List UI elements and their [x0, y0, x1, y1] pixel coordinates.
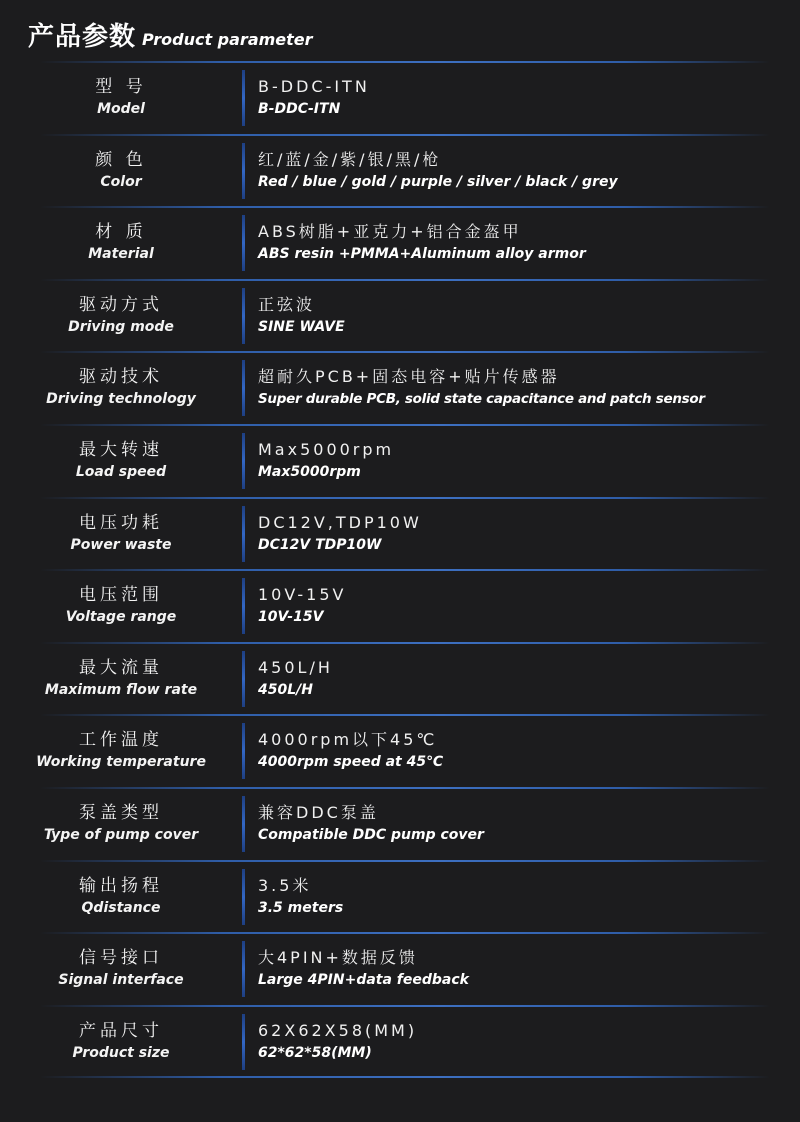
- param-value-zh: 大4PIN+数据反馈: [258, 948, 418, 968]
- column-divider: [242, 651, 245, 707]
- param-label-zh: 信号接口: [79, 948, 163, 969]
- param-row-signal-interface: [0, 932, 800, 1005]
- param-value-zh: 3.5米: [258, 875, 312, 895]
- param-value-zh: 正弦波: [258, 294, 316, 314]
- parameter-table: [0, 61, 800, 1077]
- param-label-en: Voltage range: [65, 609, 177, 626]
- param-value-en: 10V-15V: [258, 609, 324, 626]
- column-divider: [242, 433, 245, 489]
- param-label-zh: 驱动技术: [79, 367, 163, 388]
- column-divider: [242, 506, 245, 562]
- param-value-en: 450L/H: [258, 681, 313, 698]
- param-value-zh: 62X62X58(MM): [258, 1020, 418, 1040]
- param-label-zh: 输出扬程: [79, 875, 163, 896]
- param-row-material: [0, 206, 800, 279]
- param-row-power-waste: [0, 497, 800, 570]
- param-value-en: 62*62*58(MM): [258, 1044, 372, 1061]
- param-value-en: DC12V TDP10W: [258, 536, 382, 553]
- param-row-driving-technology: [0, 351, 800, 424]
- page-title-en: Product parameter: [142, 30, 313, 49]
- column-divider: [242, 360, 245, 416]
- column-divider: [242, 1014, 245, 1070]
- param-label-en: Driving technology: [46, 391, 196, 408]
- param-row-load-speed: [0, 424, 800, 497]
- param-row-color: [0, 134, 800, 207]
- param-row-max-flow-rate: [0, 642, 800, 715]
- param-value-en: Max5000rpm: [258, 463, 361, 480]
- param-value-en: ABS resin +PMMA+Aluminum alloy armor: [258, 246, 586, 263]
- param-row-qdistance: [0, 860, 800, 933]
- param-value-en: Compatible DDC pump cover: [258, 826, 484, 843]
- param-value-en: B-DDC-ITN: [258, 101, 341, 117]
- param-label-en: Driving mode: [68, 318, 174, 335]
- param-label-en: Color: [100, 173, 142, 190]
- param-row-voltage-range: [0, 569, 800, 642]
- param-value-zh: ABS树脂+亚克力+铝合金盔甲: [258, 222, 522, 242]
- param-label-zh: 泵盖类型: [79, 802, 163, 823]
- column-divider: [242, 796, 245, 852]
- column-divider: [242, 70, 245, 126]
- param-value-zh: 超耐久PCB+固态电容+贴片传感器: [258, 367, 560, 387]
- param-value-zh: 450L/H: [258, 657, 333, 677]
- param-label-zh: 最大流量: [79, 657, 163, 678]
- param-label-zh: 产品尺寸: [79, 1020, 163, 1041]
- param-label-en: Type of pump cover: [43, 826, 199, 843]
- param-label-en: Qdistance: [81, 899, 161, 916]
- param-label-zh: 颜 色: [95, 149, 147, 170]
- param-label-en: Power waste: [70, 536, 172, 553]
- column-divider: [242, 288, 245, 344]
- column-divider: [242, 143, 245, 199]
- page-title: [28, 16, 313, 56]
- param-value-en: Red / blue / gold / purple / silver / black / grey: [258, 173, 618, 190]
- column-divider: [242, 723, 245, 779]
- param-row-product-size: [0, 1005, 800, 1078]
- param-label-en: Signal interface: [58, 972, 184, 989]
- param-label-zh: 最大转速: [79, 439, 163, 460]
- column-divider: [242, 941, 245, 997]
- param-value-en: Super durable PCB, solid state capacitance and patch sensor: [258, 391, 705, 408]
- param-label-zh: 材 质: [95, 222, 147, 243]
- param-value-en: 3.5 meters: [258, 899, 344, 916]
- param-label-zh: 电压范围: [79, 585, 163, 606]
- param-value-zh: DC12V,TDP10W: [258, 512, 422, 532]
- param-value-zh: Max5000rpm: [258, 439, 395, 459]
- param-value-zh: 红/蓝/金/紫/银/黑/枪: [258, 149, 442, 169]
- page-title-zh: 产品参数: [28, 22, 137, 52]
- param-value-en: SINE WAVE: [258, 318, 345, 335]
- param-label-zh: 电压功耗: [79, 512, 163, 533]
- param-value-zh: 4000rpm以下45℃: [258, 730, 438, 750]
- param-row-driving-mode: [0, 279, 800, 352]
- param-row-pump-cover-type: [0, 787, 800, 860]
- param-label-en: Model: [97, 101, 145, 117]
- param-label-zh: 型 号: [95, 77, 147, 97]
- param-value-en: 4000rpm speed at 45℃: [258, 754, 444, 771]
- param-value-zh: 兼容DDC泵盖: [258, 802, 379, 822]
- column-divider: [242, 869, 245, 925]
- param-label-en: Working temperature: [36, 754, 206, 771]
- param-label-zh: 工作温度: [79, 730, 163, 751]
- param-value-en: Large 4PIN+data feedback: [258, 972, 469, 989]
- param-label-en: Material: [88, 246, 154, 263]
- param-label-en: Load speed: [75, 463, 167, 480]
- param-value-zh: 10V-15V: [258, 585, 347, 605]
- param-label-en: Maximum flow rate: [44, 681, 198, 698]
- param-row-model: [0, 61, 800, 134]
- bottom-divider: [40, 1076, 770, 1078]
- param-label-en: Product size: [72, 1044, 170, 1061]
- column-divider: [242, 578, 245, 634]
- param-row-working-temperature: [0, 714, 800, 787]
- param-label-zh: 驱动方式: [79, 294, 163, 315]
- column-divider: [242, 215, 245, 271]
- param-value-zh: B-DDC-ITN: [258, 77, 370, 96]
